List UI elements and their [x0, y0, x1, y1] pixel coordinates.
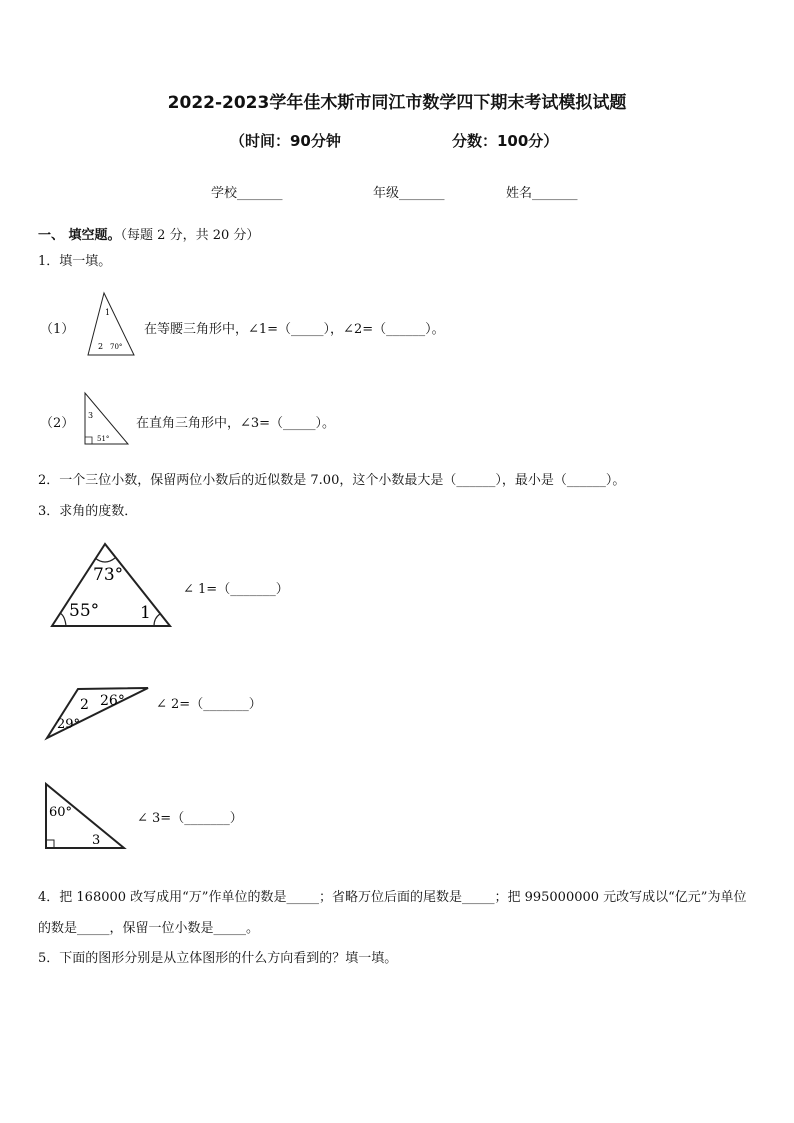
- q2-text: 2．一个三位小数，保留两位小数后的近似数是 7.00，这个小数最大是（______），最小是（______）。: [38, 473, 626, 488]
- section-note: （每题 2 分，共 20 分）: [120, 228, 260, 243]
- isosceles-triangle-figure: [82, 290, 142, 360]
- right-triangle-figure: [80, 390, 132, 448]
- fig-b-right-angle: 26°: [100, 693, 125, 709]
- q4-line2: 的数是_____，保留一位小数是_____。: [38, 921, 260, 936]
- school-label: 学校: [211, 186, 238, 201]
- fig-c-angle3: 3: [92, 833, 101, 848]
- grade-label: 年级: [373, 186, 400, 201]
- fig-b-angle2: 2: [80, 697, 89, 713]
- school-blank: _______: [237, 186, 283, 201]
- triangle-a-figure: [46, 538, 176, 638]
- fig-b-left-angle: 29°: [57, 717, 81, 732]
- school-field: [211, 182, 283, 201]
- q5-text: 5．下面的图形分别是从立体图形的什么方向看到的？填一填。: [38, 951, 398, 966]
- fig1-angle-deg: 70°: [110, 343, 123, 351]
- section-title: 一、 填空题。: [38, 228, 121, 243]
- q3-c-answer: ∠ 3=（_______）: [137, 811, 243, 826]
- fig2-angle3: 3: [88, 411, 94, 420]
- fig1-angle1: 1: [105, 308, 111, 317]
- q4-line1: 4．把 168000 改写成用“万”作单位的数是_____；省略万位后面的尾数是_____；把 995000000 元改写成以“亿元”为单位: [38, 890, 747, 905]
- grade-blank: _______: [399, 186, 445, 201]
- triangle-b-figure: [44, 684, 154, 744]
- page-title: 2022-2023学年佳木斯市同江市数学四下期末考试模拟试题: [167, 93, 627, 113]
- fig-c-top-angle: 60°: [49, 805, 73, 820]
- fig-a-left-angle: 55°: [69, 601, 100, 621]
- q3-stem: 3．求角的度数．: [38, 504, 138, 519]
- exam-time: （时间：90分钟: [230, 132, 341, 150]
- fig-a-right-angle: 1: [140, 603, 151, 623]
- q1-p2-label: （2）: [40, 416, 75, 431]
- name-field: [506, 182, 578, 201]
- fig-a-top-angle: 73°: [93, 565, 124, 585]
- triangle-c-figure: [42, 780, 130, 854]
- fig1-angle2: 2: [98, 342, 104, 351]
- exam-score: 分数：100分）: [452, 132, 559, 150]
- grade-field: [373, 182, 445, 201]
- fig2-angle-deg: 51°: [97, 435, 110, 443]
- q3-a-answer: ∠ 1=（_______）: [183, 582, 289, 597]
- name-label: 姓名: [506, 186, 533, 201]
- q3-b-answer: ∠ 2=（_______）: [156, 697, 262, 712]
- q1-p1-label: （1）: [40, 322, 75, 337]
- section-heading: [38, 224, 259, 243]
- q1-stem: 1．填一填。: [38, 254, 112, 269]
- name-blank: _______: [532, 186, 578, 201]
- q1-p1-text: 在等腰三角形中，∠1=（_____），∠2=（______）。: [144, 322, 445, 337]
- q1-p2-text: 在直角三角形中，∠3=（_____）。: [136, 416, 336, 431]
